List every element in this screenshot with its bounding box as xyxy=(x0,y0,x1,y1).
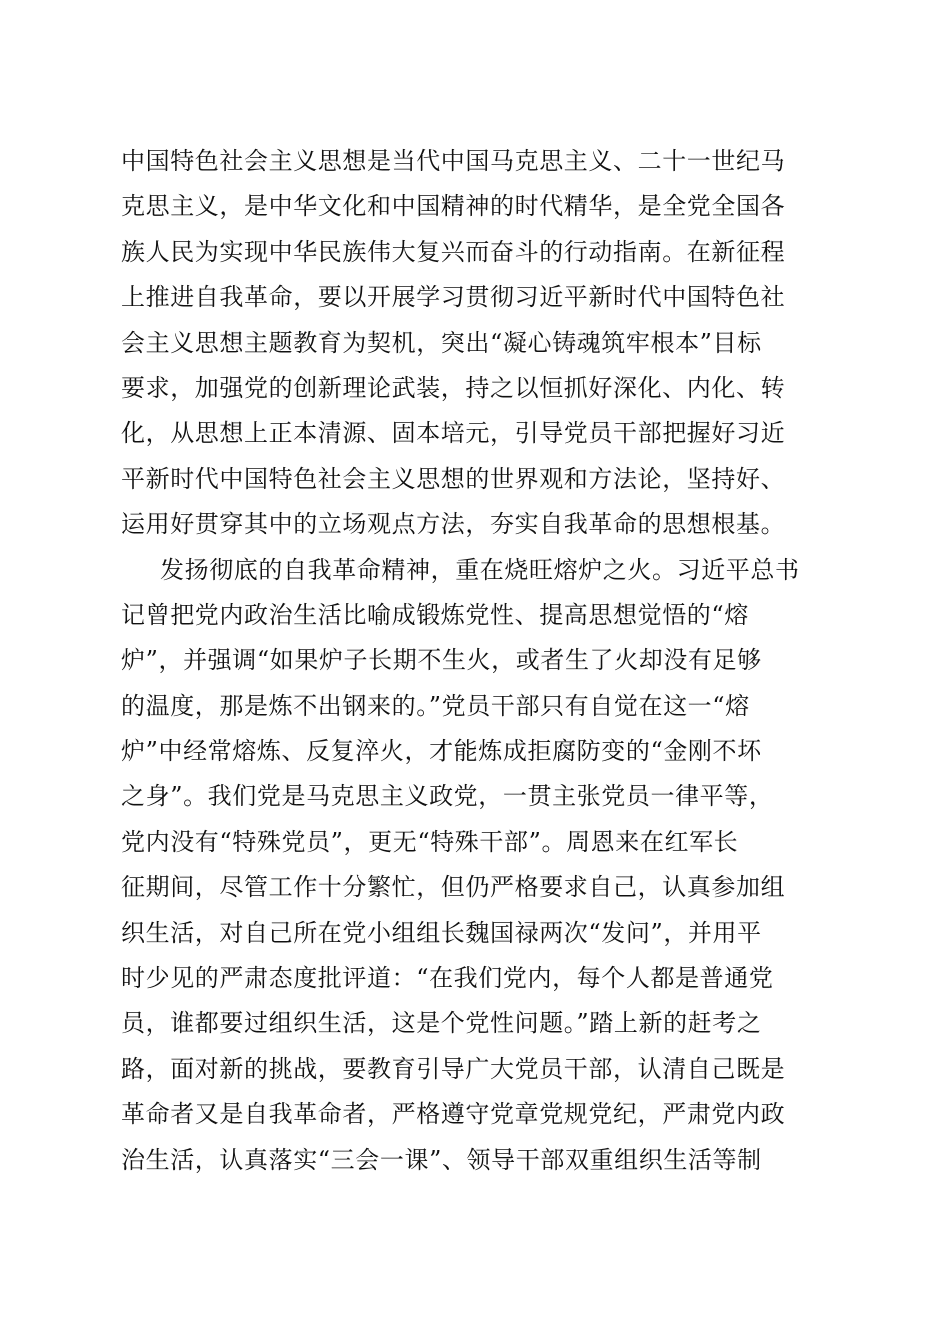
text-line: 时少见的严肃态度批评道：“在我们党内，每个人都是普通党 xyxy=(121,964,774,993)
paragraph-start-line: 发扬彻底的自我革命精神，重在烧旺熔炉之火。习近平总书 xyxy=(160,555,800,584)
text-line: 路，面对新的挑战，要教育引导广大党员干部，认清自己既是 xyxy=(121,1054,786,1083)
text-line: 运用好贯穿其中的立场观点方法，夯实自我革命的思想根基。 xyxy=(121,510,786,539)
text-line: 之身”。我们党是马克思主义政党，一贯主张党员一律平等， xyxy=(121,782,774,811)
text-line: 征期间，尽管工作十分繁忙，但仍严格要求自己，认真参加组 xyxy=(121,873,786,902)
text-line: 平新时代中国特色社会主义思想的世界观和方法论，坚持好、 xyxy=(121,464,786,493)
text-line: 的温度，那是炼不出钢来的。”党员干部只有自觉在这一“熔 xyxy=(121,691,750,720)
text-line: 炉”中经常熔炼、反复淬火，才能炼成拒腐防变的“金刚不坏 xyxy=(121,737,762,766)
text-line: 治生活，认真落实“三会一课”、领导干部双重组织生活等制 xyxy=(121,1145,762,1174)
text-line: 族人民为实现中华民族伟大复兴而奋斗的行动指南。在新征程 xyxy=(121,237,786,266)
text-line: 记曾把党内政治生活比喻成锻炼党性、提高思想觉悟的“熔 xyxy=(121,600,749,629)
text-line: 员，谁都要过组织生活，这是个党性问题。”踏上新的赶考之 xyxy=(121,1009,762,1038)
text-line: 克思主义，是中华文化和中国精神的时代精华，是全党全国各 xyxy=(121,192,786,221)
text-line: 上推进自我革命，要以开展学习贯彻习近平新时代中国特色社 xyxy=(121,283,786,312)
text-line: 织生活，对自己所在党小组组长魏国禄两次“发问”，并用平 xyxy=(121,918,762,947)
body-text xyxy=(121,139,831,1183)
text-line: 要求，加强党的创新理论武装，持之以恒抓好深化、内化、转 xyxy=(121,373,786,402)
text-line: 炉”，并强调“如果炉子长期不生火，或者生了火却没有足够 xyxy=(121,646,762,675)
text-line: 化，从思想上正本清源、固本培元，引导党员干部把握好习近 xyxy=(121,419,786,448)
text-line: 党内没有“特殊党员”，更无“特殊干部”。周恩来在红军长 xyxy=(121,827,739,856)
text-line: 会主义思想主题教育为契机，突出“凝心铸魂筑牢根本”目标 xyxy=(121,328,762,357)
text-line: 革命者又是自我革命者，严格遵守党章党规党纪，严肃党内政 xyxy=(121,1100,786,1129)
text-line: 中国特色社会主义思想是当代中国马克思主义、二十一世纪马 xyxy=(121,147,786,175)
